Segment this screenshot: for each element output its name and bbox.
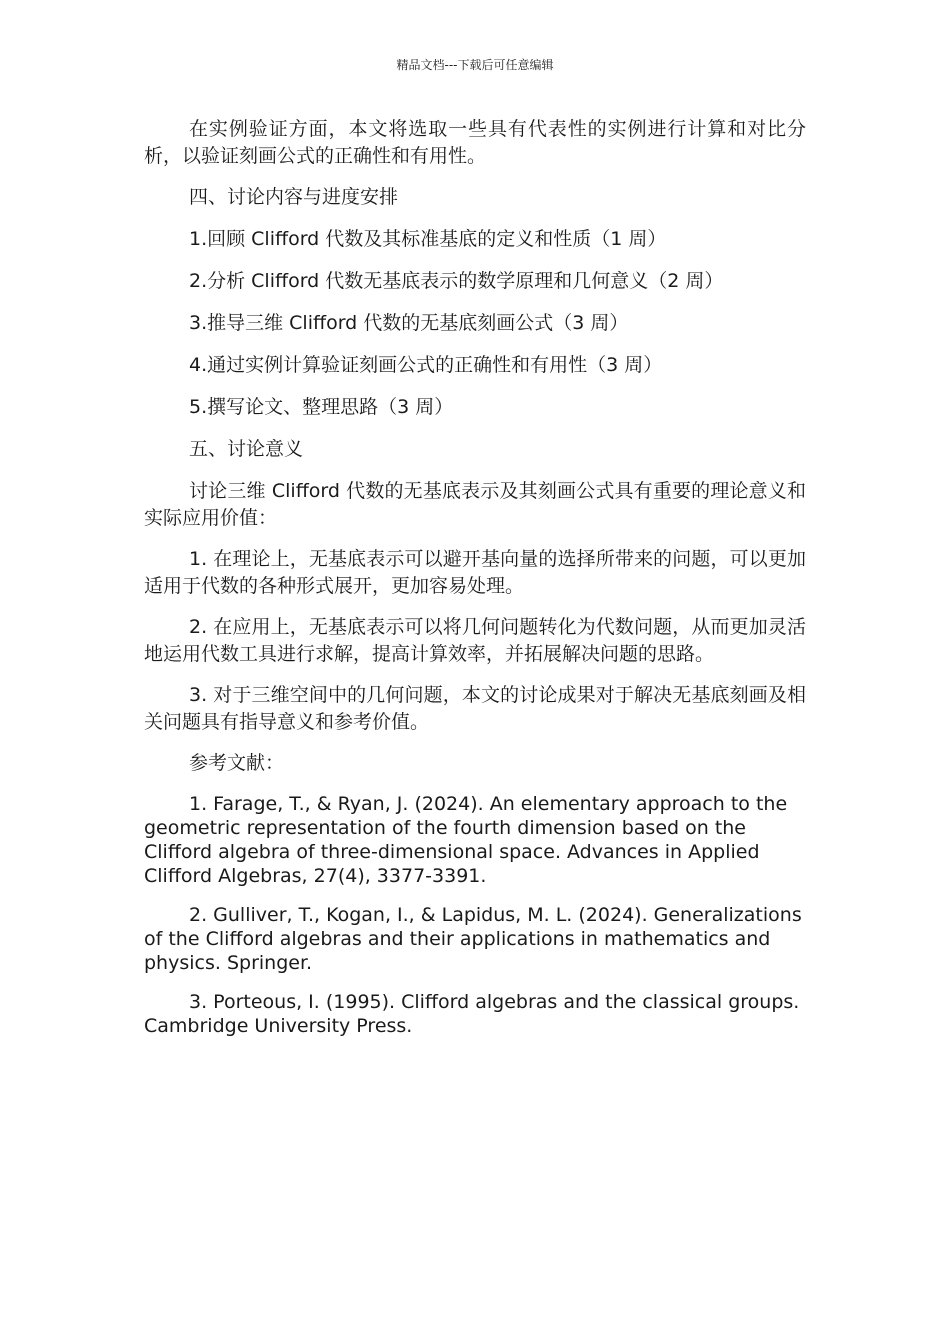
significance-item-2: 2. 在应用上，无基底表示可以将几何问题转化为代数问题，从而更加灵活地运用代数工具进行求解，提高计算效率，并拓展解决问题的思路。 xyxy=(144,616,806,665)
references-heading: 参考文献： xyxy=(189,752,285,774)
page-header: 精品文档---下载后可任意编辑 xyxy=(396,58,554,72)
section-heading-schedule: 四、讨论内容与进度安排 xyxy=(189,186,399,208)
schedule-item-3: 3.推导三维 Clifford 代数的无基底刻画公式（3 周） xyxy=(189,312,629,334)
paragraph-example-verification: 在实例验证方面，本文将选取一些具有代表性的实例进行计算和对比分析，以验证刻画公式的正确性和有用性。 xyxy=(144,118,806,167)
reference-item-1: 1. Farage, T., & Ryan, J. (2024). An elementary approach to the geometric representation of the fourth dimension based on the Clifford algebra of three-dimensional space. Advances in Applied Clifford Algebras, 27(4), 3377-3391. xyxy=(144,793,788,887)
document-body xyxy=(144,116,806,1053)
schedule-item-2: 2.分析 Clifford 代数无基底表示的数学原理和几何意义（2 周） xyxy=(189,270,724,292)
section-heading-significance: 五、讨论意义 xyxy=(189,438,304,460)
significance-item-1: 1. 在理论上，无基底表示可以避开基向量的选择所带来的问题，可以更加适用于代数的各种形式展开，更加容易处理。 xyxy=(144,548,806,597)
schedule-item-5: 5.撰写论文、整理思路（3 周） xyxy=(189,396,454,418)
reference-item-2: 2. Gulliver, T., Kogan, I., & Lapidus, M. L. (2024). Generalizations of the Clifford algebras and their applications in mathematics and physics. Springer. xyxy=(144,904,802,974)
significance-item-3: 3. 对于三维空间中的几何问题，本文的讨论成果对于解决无基底刻画及相关问题具有指导意义和参考价值。 xyxy=(144,684,806,733)
reference-item-3: 3. Porteous, I. (1995). Clifford algebras and the classical groups. Cambridge University Press. xyxy=(144,991,800,1037)
paragraph-significance-intro: 讨论三维 Clifford 代数的无基底表示及其刻画公式具有重要的理论意义和实际应用价值： xyxy=(144,480,806,529)
schedule-item-1: 1.回顾 Clifford 代数及其标准基底的定义和性质（1 周） xyxy=(189,228,667,250)
schedule-item-4: 4.通过实例计算验证刻画公式的正确性和有用性（3 周） xyxy=(189,354,663,376)
